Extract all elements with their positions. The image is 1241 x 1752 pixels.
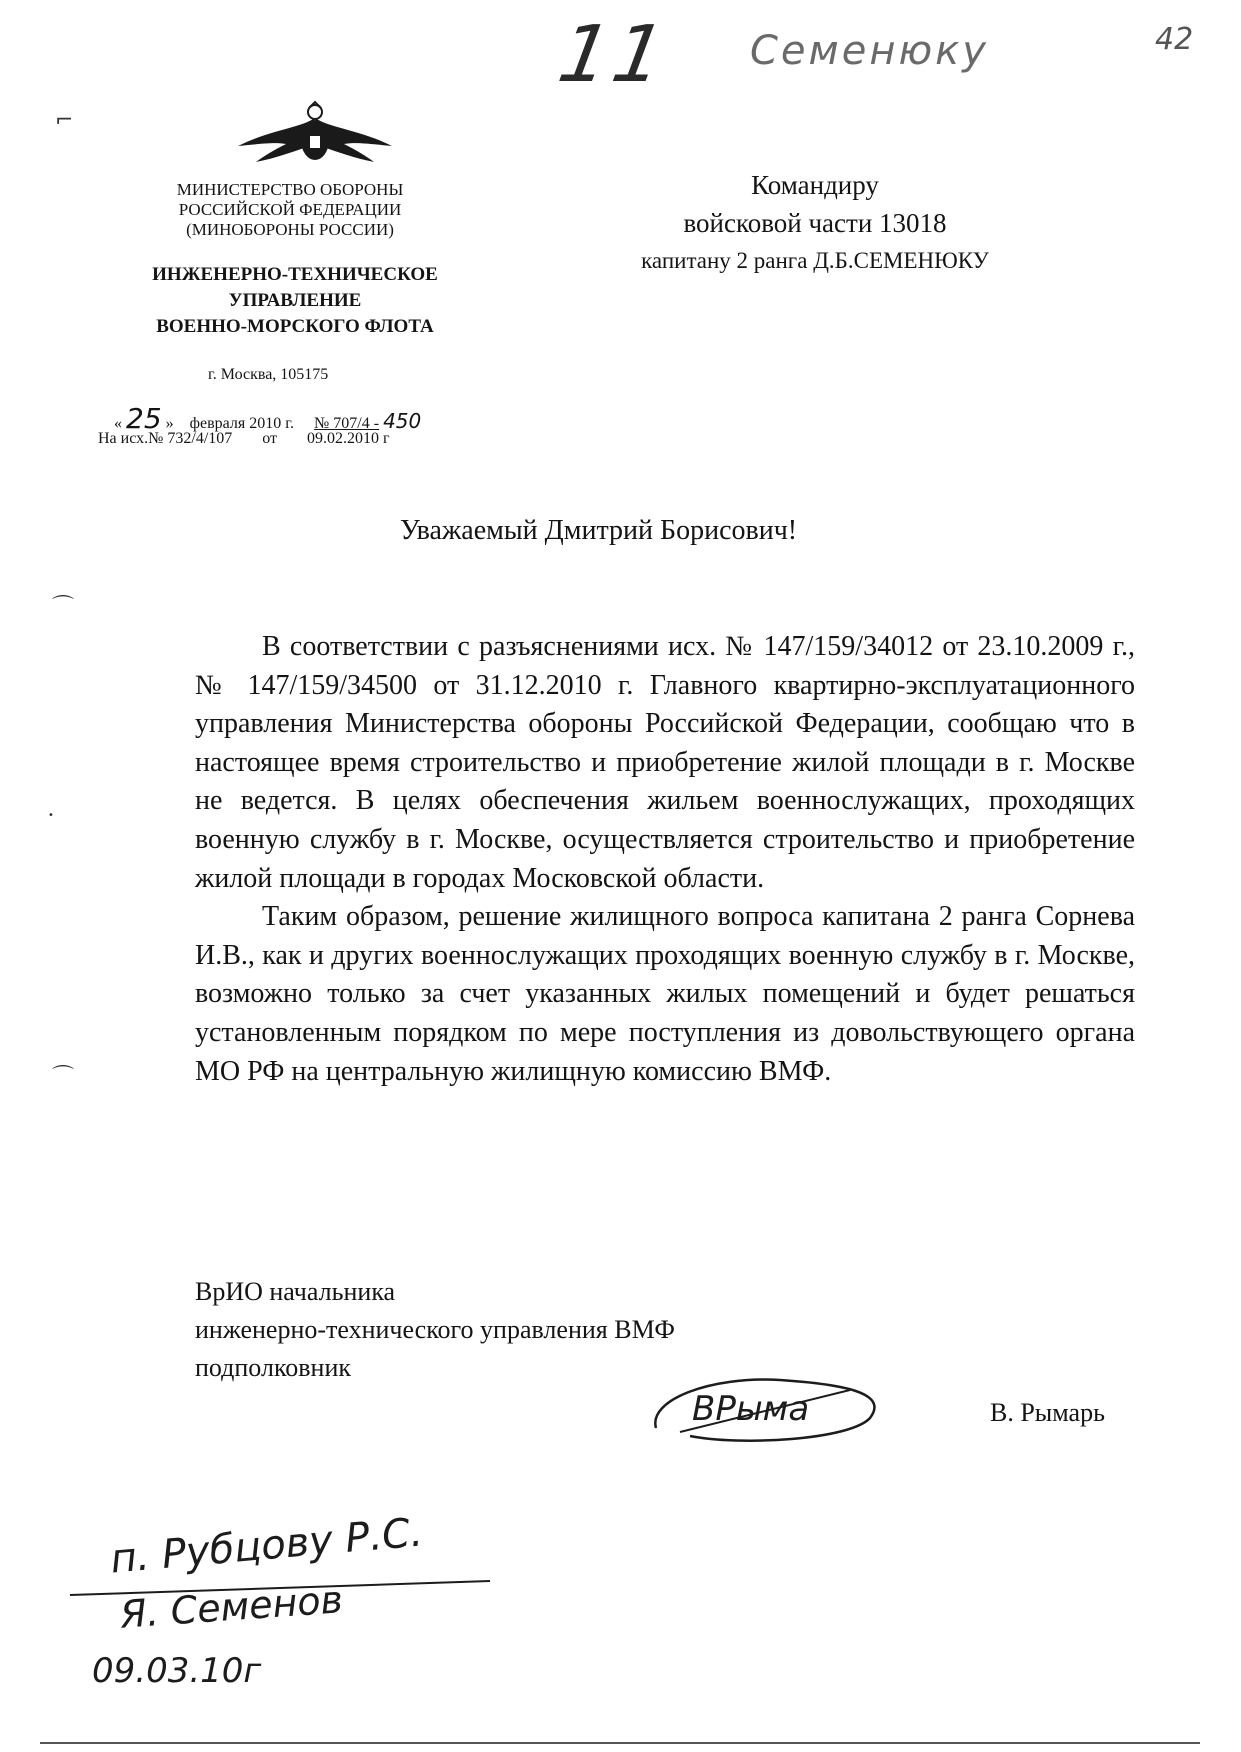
- close-quote: »: [165, 415, 174, 432]
- department-header: [110, 262, 480, 340]
- ministry-line: (МИНОБОРОНЫ РОССИИ): [186, 220, 394, 239]
- resolution-line: п. Рубцову Р.С.: [108, 1509, 425, 1583]
- addressee-block: [600, 166, 1030, 280]
- resolution-date: 09.03.10г: [92, 1651, 262, 1691]
- body-paragraph: В соответствии с разъяснениями исх. № 147/159/34012 от 23.10.2009 г., № 147/159/34500 от 31.12.2010 г. Главного квартирно-эксплуатационного управления Министерства обороны Российской Федерации, сообщаю что в настоящее время строительство и приобретение жилой площади в г. Москве не ведется. В целях обеспечения жильем военнослужащих, проходящих военную службу в г. Москве, осуществляется строительство и приобретение жилой площади в городах Московской области.: [195, 631, 1135, 894]
- emblem-icon: [230, 100, 400, 170]
- handwritten-signature: [650, 1370, 890, 1450]
- addressee-line: капитану 2 ранга Д.Б.СЕМЕНЮКУ: [641, 248, 989, 273]
- reference-line: [98, 430, 416, 448]
- signer-title: ВрИО начальника: [195, 1277, 396, 1306]
- ministry-line: РОССИЙСКОЙ ФЕДЕРАЦИИ: [178, 200, 402, 219]
- resolution-line: Я. Семенов: [118, 1577, 345, 1637]
- signer-rank: подполковник: [195, 1353, 351, 1382]
- greeting: Уважаемый Дмитрий Борисович!: [400, 515, 798, 546]
- handwritten-corner-number: 42: [1155, 22, 1194, 57]
- signature-scrawl-text: ВРыма: [692, 1389, 810, 1429]
- signer-name: В. Рымарь: [990, 1398, 1105, 1427]
- signer-title: инженерно-технического управления ВМФ: [195, 1315, 675, 1344]
- registration-number: № 707/4 -: [314, 415, 380, 432]
- ministry-header: [130, 180, 450, 240]
- addressee-line: Командиру: [751, 170, 879, 200]
- reference-date: 09.02.2010 г: [307, 430, 390, 447]
- letter-body: [195, 628, 1135, 1091]
- scan-edge-line: [40, 1742, 1200, 1744]
- department-line: ИНЖЕНЕРНО-ТЕХНИЧЕСКОЕ: [152, 264, 438, 285]
- scan-dot: •: [48, 810, 54, 821]
- reference-from: от: [262, 430, 278, 447]
- reference-number: На исх.№ 732/4/107: [98, 430, 233, 447]
- date-month-year: февраля 2010 г.: [189, 415, 295, 432]
- open-quote: «: [114, 415, 122, 432]
- date-day: 25: [126, 402, 162, 435]
- handwritten-note-top: Семенюку: [750, 28, 989, 74]
- scan-mark: ⌒: [52, 1065, 75, 1090]
- department-line: ВОЕННО-МОРСКОГО ФЛОТА: [156, 316, 434, 337]
- handwritten-resolution: [70, 1509, 540, 1715]
- signature-block: [195, 1273, 675, 1387]
- registration-number-handwritten: 450: [383, 409, 422, 433]
- addressee-line: войсковой части 13018: [683, 208, 947, 238]
- handwritten-page-number: 11: [552, 10, 676, 100]
- city-address: г. Москва, 105175: [208, 366, 329, 383]
- ministry-line: МИНИСТЕРСТВО ОБОРОНЫ: [176, 180, 404, 199]
- body-paragraph: Таким образом, решение жилищного вопроса капитана 2 ранга Сорнева И.В., как и других военнослужащих проходящих военную службу в г. Москве, возможно только за счет указанных жилых помещений и будет решаться установленным порядком по мере поступления из довольствующего органа МО РФ на центральную жилищную комиссию ВМФ.: [195, 901, 1135, 1087]
- scan-mark: ⌐: [55, 108, 74, 133]
- scan-mark: ⌒: [52, 595, 75, 620]
- department-line: УПРАВЛЕНИЕ: [228, 290, 362, 311]
